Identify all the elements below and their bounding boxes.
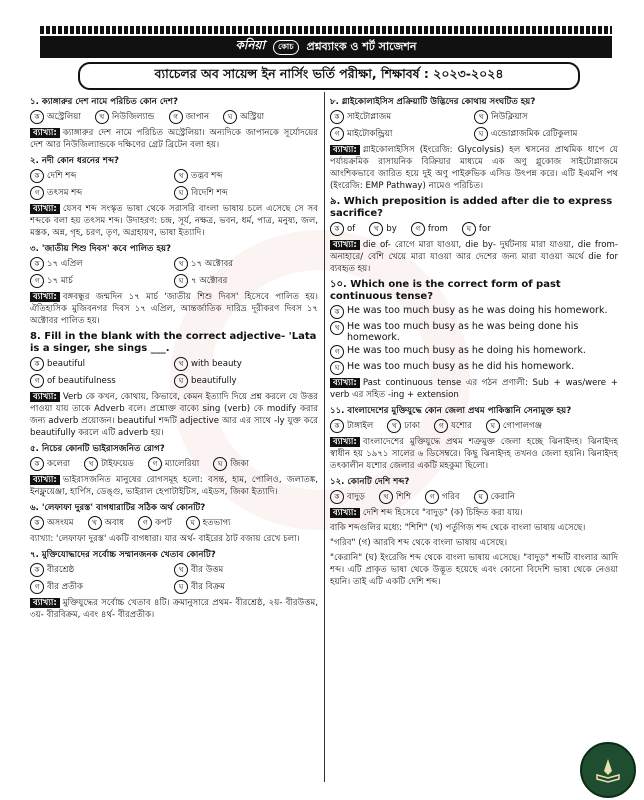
- option: খ ১৭ অক্টোবর: [174, 257, 318, 271]
- option: ঘ বীর বিক্রম: [174, 580, 318, 594]
- option: গ কপট: [138, 516, 172, 530]
- exam-title: ব্যাচেলর অব সায়েন্স ইন নার্সিং ভর্তি পরীক্ষা, শিক্ষাবর্ষ : ২০২৩-২০২৪: [78, 62, 580, 90]
- explanation-3: ব্যাখ্যা: বঙ্গবন্ধুর জন্মদিন ১৭ মার্চ 'জাতীয় শিশু দিবস' হিসেবে পালিত হয়। ঐতিহাসিক মুজিবনগর দিবস ১৭ এপ্রিল, আন্তর্জাতিক দারিদ্র দূরীকরণ দিবস ১৭ অক্টোবর পালিত হয়।: [30, 292, 318, 326]
- option: ঘ beautifully: [174, 374, 318, 388]
- option: গ বীর প্রতীক: [30, 580, 174, 594]
- options-8: [330, 110, 618, 141]
- left-column: [30, 92, 318, 782]
- option: গ তৎসম শব্দ: [30, 186, 174, 200]
- explanation-12: ব্যাখ্যা: দেশি শব্দ হিসেবে "বাদুড়" (ক) চিহ্নিত করা যায়।: [330, 507, 618, 519]
- option: ক অসংযম: [30, 516, 74, 530]
- option: গ He was too much busy as he doing his homework.: [330, 345, 618, 359]
- explanation-8: ব্যাখ্যা: গ্লাইকোলাইসিস (ইংরেজি: Glycolysis) হল শ্বসনের প্রাথমিক ধাপে যে পর্যায়ক্রমিক রাসায়নিক বিক্রিয়ার মাধ্যমে এক অণু গ্লুকোজ সাইটোপ্লাজমে আংশিকভাবে জারিত হয়ে দুই অণু পাইরুভিক এসিড উৎপন্ন করে। এটি ইএমপি পথ (ইংরেজি: EMP Pathway) নামেও পরিচিত।: [330, 145, 618, 191]
- option: ঘ বিদেশি শব্দ: [174, 186, 318, 200]
- brand-logo: কনিয়া: [235, 38, 266, 52]
- option: খ with beauty: [174, 357, 318, 371]
- brand-badge: কোচ: [273, 40, 298, 55]
- column-divider: [324, 92, 325, 782]
- pen-book-icon-graphic: [593, 755, 623, 785]
- question-6: ৬. 'লেফাফা দুরস্ত' বাগধারাটির সঠিক অর্থ কোনটি?: [30, 503, 206, 513]
- question-11: ১১. বাংলাদেশের মুক্তিযুদ্ধে কোন জেলা প্রথম পাকিস্তানি সেনামুক্ত হয়?: [330, 406, 572, 416]
- option: ক কলেরা: [30, 457, 70, 471]
- explanation-9: ব্যাখ্যা: die of- রোগে মারা যাওয়া, die by- দুর্ঘটনায় মারা যাওয়া, die from- অনাহারে/ বেশি খেয়ে মারা যাওয়া আর দেশের জন্য মারা যাওয়া অর্থে die for ব্যবহৃত হয়।: [330, 240, 618, 274]
- options-1: [30, 110, 318, 124]
- option: গ গরিব: [425, 490, 460, 504]
- option: ঘ for: [462, 222, 491, 236]
- option: গ ১৭ মার্চ: [30, 274, 174, 288]
- option: ঘ অস্ট্রিয়া: [223, 110, 264, 124]
- option: ক দেশি শব্দ: [30, 169, 174, 183]
- option: ঘ হতভাগ্য: [186, 516, 231, 530]
- question-10: ১০. Which one is the correct form of past continuous tense?: [330, 279, 561, 302]
- option: ঘ He was too much busy as he did his homework.: [330, 361, 618, 375]
- top-border: [40, 26, 612, 34]
- header-bar: [40, 36, 612, 58]
- option: খ অবাধ: [88, 516, 125, 530]
- option: ক of: [330, 222, 355, 236]
- options-2: [30, 169, 318, 200]
- option: ঘ ৭ অক্টোবর: [174, 274, 318, 288]
- option: খ নিউজিল্যান্ড: [95, 110, 155, 124]
- question-3: ৩. 'জাতীয় শিশু দিবস' কবে পালিত হয়?: [30, 244, 172, 254]
- option: খ He was too much busy as he was being done his homework.: [330, 321, 618, 343]
- options-3: [30, 257, 318, 288]
- option: ক He was too much busy as he was doing his homework.: [330, 305, 618, 319]
- explanation-11: ব্যাখ্যা: বাংলাদেশের মুক্তিযুদ্ধে প্রথম শত্রুমুক্ত জেলা হচ্ছে ঝিনাইদহ। ঝিনাইদহ স্বাধীন হয় ১৯৭১ সালের ৬ ডিসেম্বরে। কিছু ঝিনাইদহ তখনও জেলা হয়নি। ঝিনাইদহ তৎকালীন যশোর জেলার একটি মহকুমা ছিলো।: [330, 437, 618, 471]
- header-subtitle: প্রশ্নব্যাংক ও শর্ট সাজেশন: [306, 39, 417, 53]
- option: গ মাইটোকন্ড্রিয়া: [330, 127, 474, 141]
- options-11: [330, 419, 618, 433]
- options-10: [330, 305, 618, 375]
- option: গ যশোর: [434, 419, 472, 433]
- options-9: [330, 222, 618, 236]
- question-7: ৭. মুক্তিযোদ্ধাদের সর্বোচ্চ সম্মানজনক খেতাব কোনটি?: [30, 550, 216, 560]
- question-9: ৯. Which preposition is added after die to express sacrifice?: [330, 196, 613, 219]
- options-6: [30, 516, 318, 530]
- option: খ ঢাকা: [387, 419, 420, 433]
- explanation-12-extra-2: "গরিব" (গ) আরবি শব্দ থেকে বাংলা ভাষায় এসেছে।: [330, 538, 508, 548]
- question-8: ৮. গ্লাইকোলাইসিস প্রক্রিয়াটি উদ্ভিদের কোথায় সংঘটিত হয়?: [330, 97, 536, 107]
- explanation-2: ব্যাখ্যা: যেসব শব্দ সংস্কৃত ভাষা থেকে সরাসরি বাংলা ভাষায় চলে এসেছে সে সব শব্দকে বলা হয় তৎসম শব্দ। উদাহরণ: চন্দ্র, সূর্য, নক্ষত্র, ভবন, ধর্ম, পাত্র, মনুষ্য, জল, মস্তক, অন্ন, গৃহ, চরণ, তৃণ, অগ্রহায়ণ, ভাষা ইত্যাদি।: [30, 204, 318, 238]
- options-5: [30, 457, 318, 471]
- option: ঘ এন্ডোপ্লাজমিক রেটিকুলাম: [474, 127, 618, 141]
- explanation-5: ব্যাখ্যা: ভাইরাসজনিত মানুষের রোগসমূহ হলো: বসন্ত, হাম, পোলিও, জলাতঙ্ক, ইনফ্লুয়েঞ্জা, হার্পিস, ডেঙ্গু, ভাইরাল হেপাটাইটিস, এইডস, জিকা ইত্যাদি।: [30, 475, 318, 497]
- option: খ নিউক্লিয়াস: [474, 110, 618, 124]
- option: ঘ জিকা: [213, 457, 249, 471]
- option: ক সাইটোপ্লাজম: [330, 110, 474, 124]
- option: ক beautiful: [30, 357, 174, 371]
- option: ক অস্ট্রেলিয়া: [30, 110, 81, 124]
- explanation-10: ব্যাখ্যা: Past continuous tense এর গঠন প্রণালী: Sub + was/were + verb এর সহিত -ing + extension: [330, 378, 618, 400]
- option: গ from: [411, 222, 448, 236]
- option: ক টাঙ্গাইল: [330, 419, 373, 433]
- options-7: [30, 563, 318, 594]
- option: ক বাদুড়: [330, 490, 365, 504]
- question-1: ১. ক্যাঙ্গারুর দেশ নামে পরিচিত কোন দেশ?: [30, 97, 178, 107]
- explanation-7: ব্যাখ্যা: মুক্তিযুদ্ধের সর্বোচ্চ খেতাব ৪টি। ক্রমানুসারে প্রথম- বীরশ্রেষ্ঠ, ২য়- বীরউত্তম, ৩য়- বীরবিক্রম, এবং ৪র্থ- বীরপ্রতীক।: [30, 598, 318, 620]
- option: গ of beautifulness: [30, 374, 174, 388]
- explanation-12-extra-3: "কেরানি" (ঘ) ইংরেজি শব্দ থেকে বাংলা ভাষায় এসেছে। "বাদুড়" শব্দটি বাংলার আদি শব্দ। এটি প্রাকৃত ভাষা থেকে উদ্ভূত হয়েছে এবং কোনো বিদেশি ভাষা থেকে নেওয়া হয়নি। তাই এটি একটি দেশি শব্দ।: [330, 553, 618, 587]
- right-column: [330, 92, 618, 782]
- question-5: ৫. নিচের কোনটি ভাইরাসজনিত রোগ?: [30, 444, 165, 454]
- option: গ ম্যালেরিয়া: [148, 457, 199, 471]
- option: খ টাইফয়েড: [84, 457, 134, 471]
- explanation-12-extra-1: বাকি শব্দগুলির মধ্যে: "শিশি" (খ) পর্তুগিজ শব্দ থেকে বাংলা ভাষায় এসেছে।: [330, 523, 586, 533]
- option: ঘ কেরানি: [474, 490, 515, 504]
- pen-book-icon: [580, 742, 636, 798]
- explanation-4: ব্যাখ্যা: Verb কে কখন, কোথায়, কিভাবে, কেমন ইত্যাদি দিয়ে প্রশ্ন করলে যে উত্তর পাওয়া যায় তাকে Adverb বলে। প্রশ্নোক্ত বাক্যে sing (verb) কে modify করার জন্য adverb প্রয়োজন। beautiful শব্দটি adjective আর এর সাথে -ly যুক্ত করে beautifully করলে এটি adverb হয়।: [30, 392, 318, 438]
- option: ঘ গোপালগঞ্জ: [486, 419, 542, 433]
- question-4: 8. Fill in the blank with the correct adjective- 'Lata is a singer, she sings ___.: [30, 331, 317, 354]
- options-4: [30, 357, 318, 388]
- options-12: [330, 490, 618, 504]
- option: খ by: [369, 222, 397, 236]
- explanation-1: ব্যাখ্যা: ক্যাঙ্গারুর দেশ নামে পরিচিত অস্ট্রেলিয়া। অন্যদিকে জাপানকে সূর্যোদয়ের দেশ আর নিউজিল্যান্ডকে দক্ষিণের গ্রেট ব্রিটেন বলা হয়।: [30, 128, 318, 150]
- option: খ বীর উত্তম: [174, 563, 318, 577]
- option: গ জাপান: [169, 110, 210, 124]
- explanation-6: ব্যাখ্যা: 'লেফাফা দুরস্ত' একটি বাগধারা। যার অর্থ- বাইরের ঠাট বজায় রেখে চলা।: [30, 534, 300, 544]
- question-2: ২. নদী কোন ধরনের শব্দ?: [30, 156, 120, 166]
- option: ক বীরশ্রেষ্ঠ: [30, 563, 174, 577]
- option: খ তদ্ভব শব্দ: [174, 169, 318, 183]
- question-12: ১২. কোনটি দেশি শব্দ?: [330, 477, 410, 487]
- option: খ শিশি: [379, 490, 411, 504]
- option: ক ১৭ এপ্রিল: [30, 257, 174, 271]
